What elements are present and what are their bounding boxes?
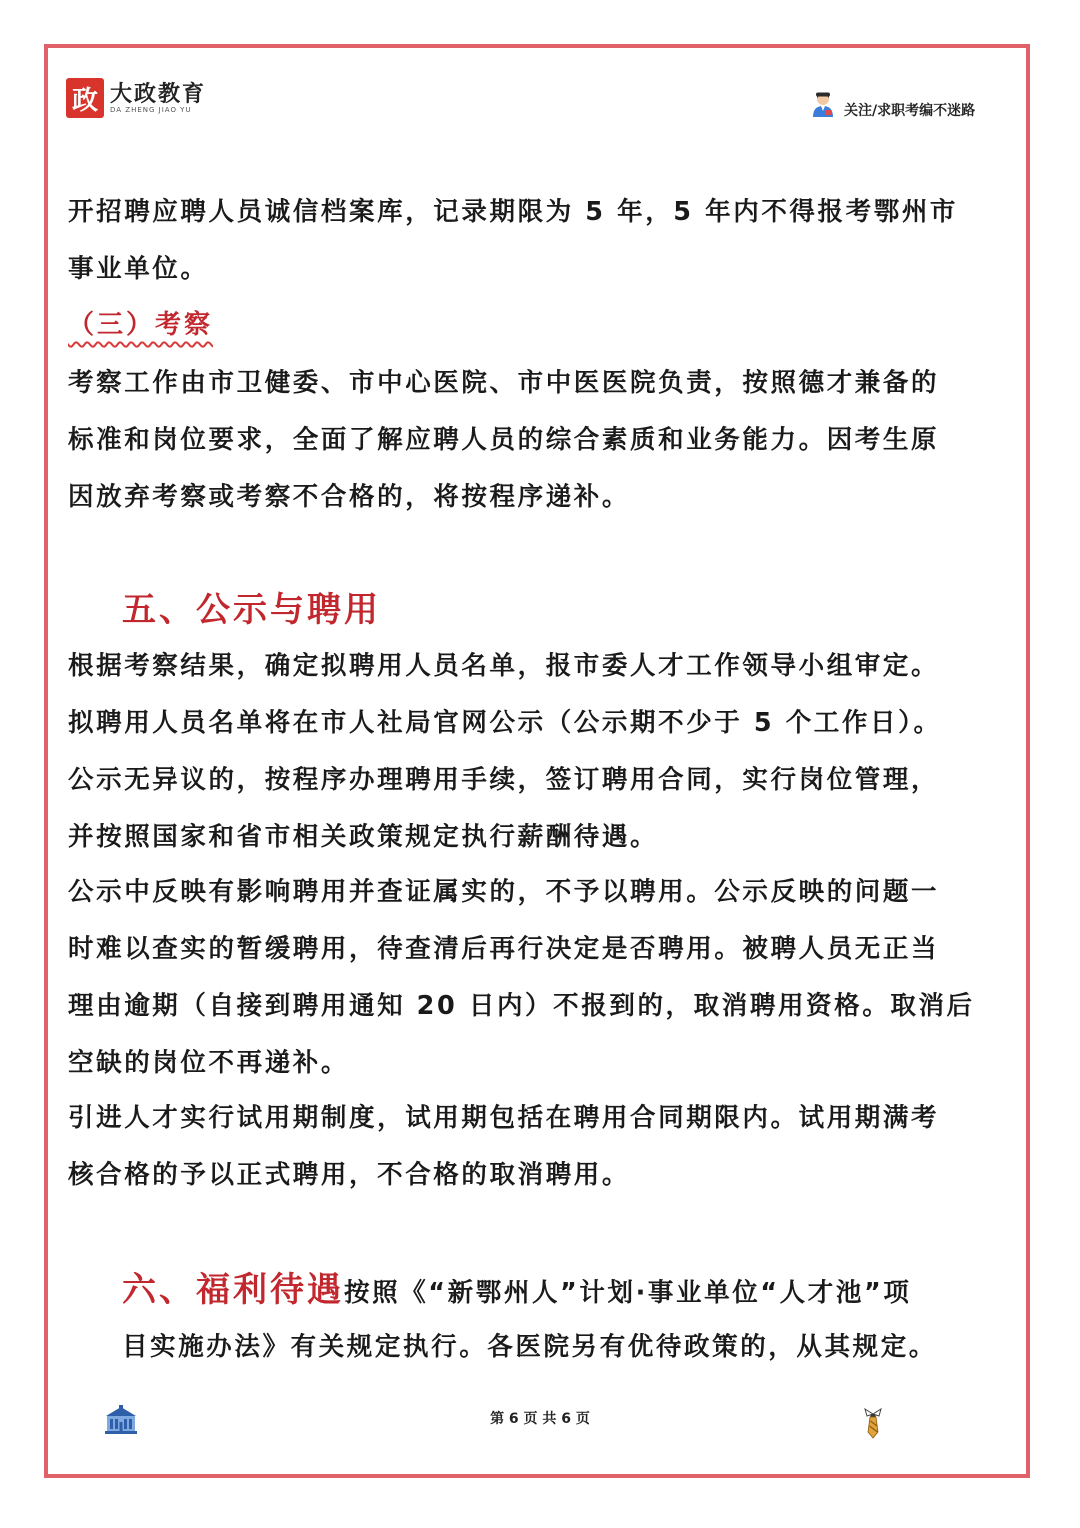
page-number: 第 6 页 共 6 页 — [490, 1411, 590, 1427]
text-line: 公示中反映有影响聘用并查证属实的，不予以聘用。公示反映的问题一 — [68, 877, 940, 907]
paragraph-verification — [68, 864, 1018, 1092]
text-line: 公示无异议的，按程序办理聘用手续，签订聘用合同，实行岗位管理， — [68, 765, 940, 795]
tie-icon — [862, 1407, 884, 1443]
header-tagline-group — [812, 92, 975, 122]
text-line: 开招聘应聘人员诚信档案库，记录期限为 5 年，5 年内不得报考鄂州市 — [68, 197, 959, 227]
text-line: 事业单位。 — [68, 254, 209, 284]
logo-name: 大政教育 — [110, 81, 207, 107]
logo-mark: 政 — [66, 78, 104, 118]
text-line: 理由逾期（自接到聘用通知 20 日内）不报到的，取消聘用资格。取消后 — [68, 991, 975, 1021]
paragraph-credit-archive — [68, 184, 1018, 298]
brand-logo — [66, 78, 206, 118]
paragraph-publicity — [68, 638, 1018, 866]
welfare-text-line-1: 按照《“新鄂州人”计划·事业单位“人才池”项 — [344, 1278, 912, 1308]
subheading-inspection: （三）考察 — [68, 310, 214, 340]
text-line: 核合格的予以正式聘用，不合格的取消聘用。 — [68, 1160, 631, 1190]
text-line: 时难以查实的暂缓聘用，待查清后再行决定是否聘用。被聘人员无正当 — [68, 934, 940, 964]
text-line: 拟聘用人员名单将在市人社局官网公示（公示期不少于 5 个工作日）。 — [68, 708, 942, 738]
text-line: 根据考察结果，确定拟聘用人员名单，报市委人才工作领导小组审定。 — [68, 651, 940, 681]
section-title-welfare: 六、福利待遇 — [122, 1270, 344, 1310]
logo-pinyin: DA ZHENG JIAO YU — [110, 106, 192, 114]
text-line: 并按照国家和省市相关政策规定执行薪酬待遇。 — [68, 822, 659, 852]
paragraph-probation — [68, 1090, 1018, 1204]
section-welfare — [122, 1262, 1022, 1376]
welfare-text-line-2: 目实施办法》有关规定执行。各医院另有优待政策的，从其规定。 — [122, 1332, 937, 1362]
text-line: 空缺的岗位不再递补。 — [68, 1048, 350, 1078]
header-tagline: 关注/求职考编不迷路 — [844, 103, 976, 119]
text-line: 因放弃考察或考察不合格的，将按程序递补。 — [68, 482, 631, 512]
paragraph-inspection — [68, 355, 1018, 526]
text-line: 考察工作由市卫健委、市中心医院、市中医医院负责，按照德才兼备的 — [68, 368, 940, 398]
user-avatar-icon — [812, 92, 834, 122]
section-title-publicity: 五、公示与聘用 — [122, 590, 381, 630]
text-line: 标准和岗位要求，全面了解应聘人员的综合素质和业务能力。因考生原 — [68, 425, 940, 455]
text-line: 引进人才实行试用期制度，试用期包括在聘用合同期限内。试用期满考 — [68, 1103, 940, 1133]
